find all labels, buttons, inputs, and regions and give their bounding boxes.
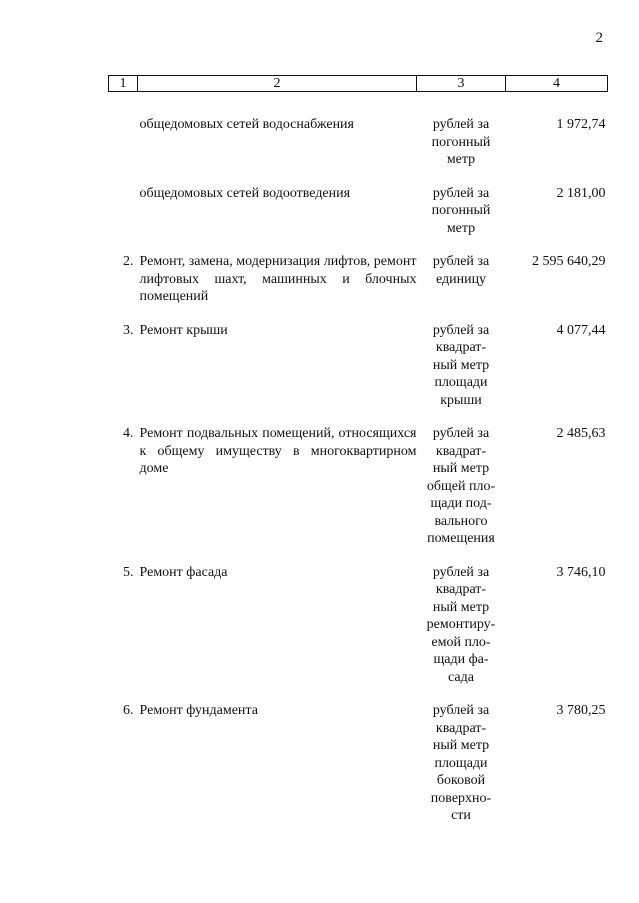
work-name: Ремонт крыши	[139, 322, 228, 338]
unit-line: сада	[448, 669, 474, 685]
unit-of-measure	[417, 322, 506, 426]
work-name: Ремонт подвальных помещений, относящихся к общему имуществу в многоквартирном доме	[139, 426, 417, 476]
unit-line: ремонтиру-	[426, 617, 496, 632]
unit-line: погонный	[431, 134, 491, 150]
unit-line: крыши	[440, 392, 482, 408]
unit-line: площади	[434, 755, 488, 771]
work-name: общедомовых сетей водоотведения	[139, 185, 351, 201]
column-header-3: 3	[417, 76, 506, 92]
unit-line: боковой	[436, 773, 486, 788]
unit-line: ный метр	[432, 599, 490, 615]
unit-line: рублей за	[432, 564, 490, 580]
unit-line: метр	[446, 220, 476, 236]
unit-line: общей пло-	[426, 478, 496, 494]
unit-line: рублей за	[432, 426, 490, 441]
unit-line: щади под-	[430, 496, 492, 511]
unit-line: квадрат-	[435, 582, 487, 597]
unit-line: рублей за	[432, 703, 490, 718]
unit-of-measure	[417, 185, 506, 254]
table-row	[109, 702, 608, 841]
unit-of-measure	[417, 92, 506, 185]
table-row	[109, 425, 608, 564]
unit-line: метр	[446, 152, 476, 167]
price-value: 2 181,00	[556, 185, 606, 201]
unit-line: рублей за	[432, 117, 490, 132]
unit-line: вального	[434, 513, 488, 529]
table-row	[109, 253, 608, 322]
unit-line: квадрат-	[435, 340, 487, 355]
work-name: общедомовых сетей водоснабжения	[139, 117, 354, 132]
price-value: 3 780,25	[556, 703, 606, 718]
column-header-2: 2	[138, 76, 417, 92]
unit-line: щади фа-	[433, 652, 489, 667]
table-row	[109, 322, 608, 426]
unit-line: ный метр	[432, 738, 490, 753]
table-row	[109, 185, 608, 254]
row-number: 6.	[123, 703, 134, 718]
table-row	[109, 564, 608, 703]
price-value: 3 746,10	[556, 564, 606, 580]
unit-line: квадрат-	[435, 443, 487, 459]
page-number: 2	[595, 30, 603, 46]
unit-line: рублей за	[432, 254, 490, 269]
unit-of-measure	[417, 253, 506, 322]
unit-line: рублей за	[432, 185, 490, 201]
table-body	[109, 92, 608, 841]
price-value: 4 077,44	[556, 322, 606, 338]
unit-line: ный метр	[432, 357, 490, 373]
column-header-4: 4	[506, 76, 608, 92]
row-number	[109, 185, 138, 254]
column-header-1: 1	[109, 76, 138, 92]
unit-line: помещения	[427, 531, 495, 546]
unit-line: поверхно-	[430, 790, 492, 806]
unit-of-measure	[417, 564, 506, 703]
unit-line: погонный	[431, 203, 491, 218]
unit-line: площади	[434, 375, 488, 390]
price-value: 2 595 640,29	[532, 254, 606, 269]
work-name: Ремонт фасада	[139, 564, 228, 580]
row-number	[109, 92, 138, 185]
unit-of-measure	[417, 425, 506, 564]
table-row	[109, 92, 608, 185]
table-header-row	[109, 76, 608, 92]
unit-of-measure	[417, 702, 506, 841]
work-name: Ремонт, замена, модернизация лифтов, ремонт лифтовых шахт, машинных и блочных помещений	[139, 254, 417, 304]
price-value: 1 972,74	[556, 117, 606, 132]
row-number: 3.	[123, 322, 134, 338]
unit-line: сти	[451, 808, 471, 823]
price-table	[108, 75, 608, 841]
row-number: 4.	[123, 426, 134, 441]
work-name: Ремонт фундамента	[139, 703, 258, 718]
unit-line: единицу	[435, 271, 487, 287]
unit-line: рублей за	[432, 322, 490, 338]
unit-line: квадрат-	[435, 720, 487, 736]
row-number: 2.	[123, 254, 134, 269]
row-number: 5.	[123, 564, 134, 580]
unit-line: емой пло-	[431, 634, 491, 650]
unit-line: ный метр	[432, 461, 490, 476]
price-value: 2 485,63	[556, 426, 606, 441]
